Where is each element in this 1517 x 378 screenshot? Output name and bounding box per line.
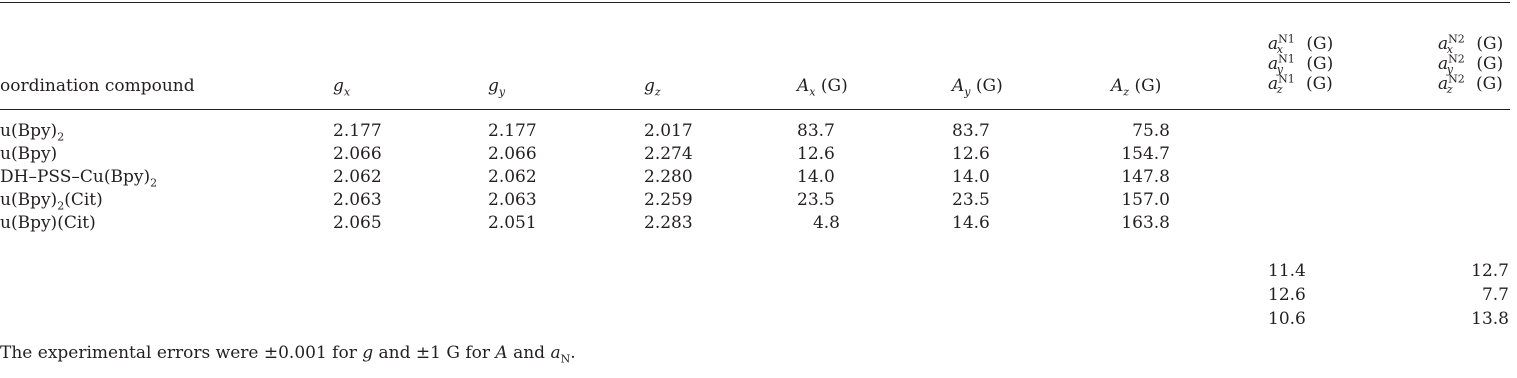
table-footnote: The experimental errors were ±0.001 for g and ±1 G for A and $a_N$. (0, 343, 576, 366)
header-a-n2-y: $a^{N2}_y$ (G) (1438, 52, 1504, 77)
header-gy: $g_y$ (488, 76, 506, 99)
header-a-n1-y: $a^{N1}_y$ (G) (1268, 52, 1334, 77)
n2-z-value: 13.8 (1471, 309, 1509, 329)
row-4-gx: 2.063 (333, 190, 382, 210)
row-2-gx: 2.066 (333, 144, 382, 164)
row-1-az: 75.8 (1132, 121, 1170, 141)
row-4-ay: 23.5 (952, 190, 990, 210)
row-1-ax: 83.7 (797, 121, 835, 141)
header-gx: $g_x$ (333, 76, 351, 99)
header-a-n1-z: $a^{N1}_z$ (G) (1268, 72, 1333, 97)
row-2-gy: 2.066 (488, 144, 537, 164)
row-4-gy: 2.063 (488, 190, 537, 210)
row-1-compound: $u(Bpy)_2$ (0, 121, 65, 144)
row-4-az: 157.0 (1121, 190, 1170, 210)
header-compound: oordination compound (0, 76, 195, 96)
row-1-gy: 2.177 (488, 121, 537, 141)
header-a-n2-z: $a^{N2}_z$ (G) (1438, 72, 1503, 97)
row-3-gy: 2.062 (488, 167, 537, 187)
header-az: $A_z$ (G) (1111, 76, 1162, 99)
row-3-ay: 14.0 (952, 167, 990, 187)
header-a-n1 (1268, 32, 1334, 97)
row-3-compound: $DH-PSS-Cu(Bpy)_2$ (0, 167, 158, 190)
row-1-gx: 2.177 (333, 121, 382, 141)
n2-x-value: 12.7 (1471, 261, 1509, 281)
row-3-az: 147.8 (1121, 167, 1170, 187)
row-4-ax: 23.5 (797, 190, 835, 210)
row-3-ax: 14.0 (797, 167, 835, 187)
table-top-rule (0, 2, 1510, 3)
row-1-gz: 2.017 (644, 121, 693, 141)
n1-y-value: 12.6 (1268, 285, 1306, 305)
row-4-gz: 2.259 (644, 190, 693, 210)
row-2-az: 154.7 (1121, 144, 1170, 164)
row-4-compound: $u(Bpy)_2(Cit)$ (0, 190, 103, 213)
row-5-gx: 2.065 (333, 213, 382, 233)
header-a-n2 (1438, 32, 1504, 97)
table-header-rule (0, 109, 1510, 110)
n1-x-value: 11.4 (1268, 261, 1306, 281)
row-2-ax: 12.6 (797, 144, 835, 164)
header-ax: $A_x$ (G) (797, 76, 848, 99)
header-ay: $A_y$ (G) (952, 76, 1003, 99)
row-5-ay: 14.6 (952, 213, 990, 233)
row-5-ax: 4.8 (812, 213, 840, 233)
header-a-n1-x: $a^{N1}_x$ (G) (1268, 32, 1334, 57)
header-a-n2-x: $a^{N2}_x$ (G) (1438, 32, 1504, 57)
n1-z-value: 10.6 (1268, 309, 1306, 329)
n2-y-value: 7.7 (1481, 285, 1509, 305)
row-3-gx: 2.062 (333, 167, 382, 187)
row-1-ay: 83.7 (952, 121, 990, 141)
row-2-gz: 2.274 (644, 144, 693, 164)
row-5-gy: 2.051 (488, 213, 537, 233)
row-5-gz: 2.283 (644, 213, 693, 233)
row-5-az: 163.8 (1121, 213, 1170, 233)
row-2-ay: 12.6 (952, 144, 990, 164)
row-2-compound: u(Bpy) (0, 144, 58, 164)
header-gz: $g_z$ (644, 76, 661, 99)
row-5-compound: u(Bpy)(Cit) (0, 213, 96, 233)
row-3-gz: 2.280 (644, 167, 693, 187)
